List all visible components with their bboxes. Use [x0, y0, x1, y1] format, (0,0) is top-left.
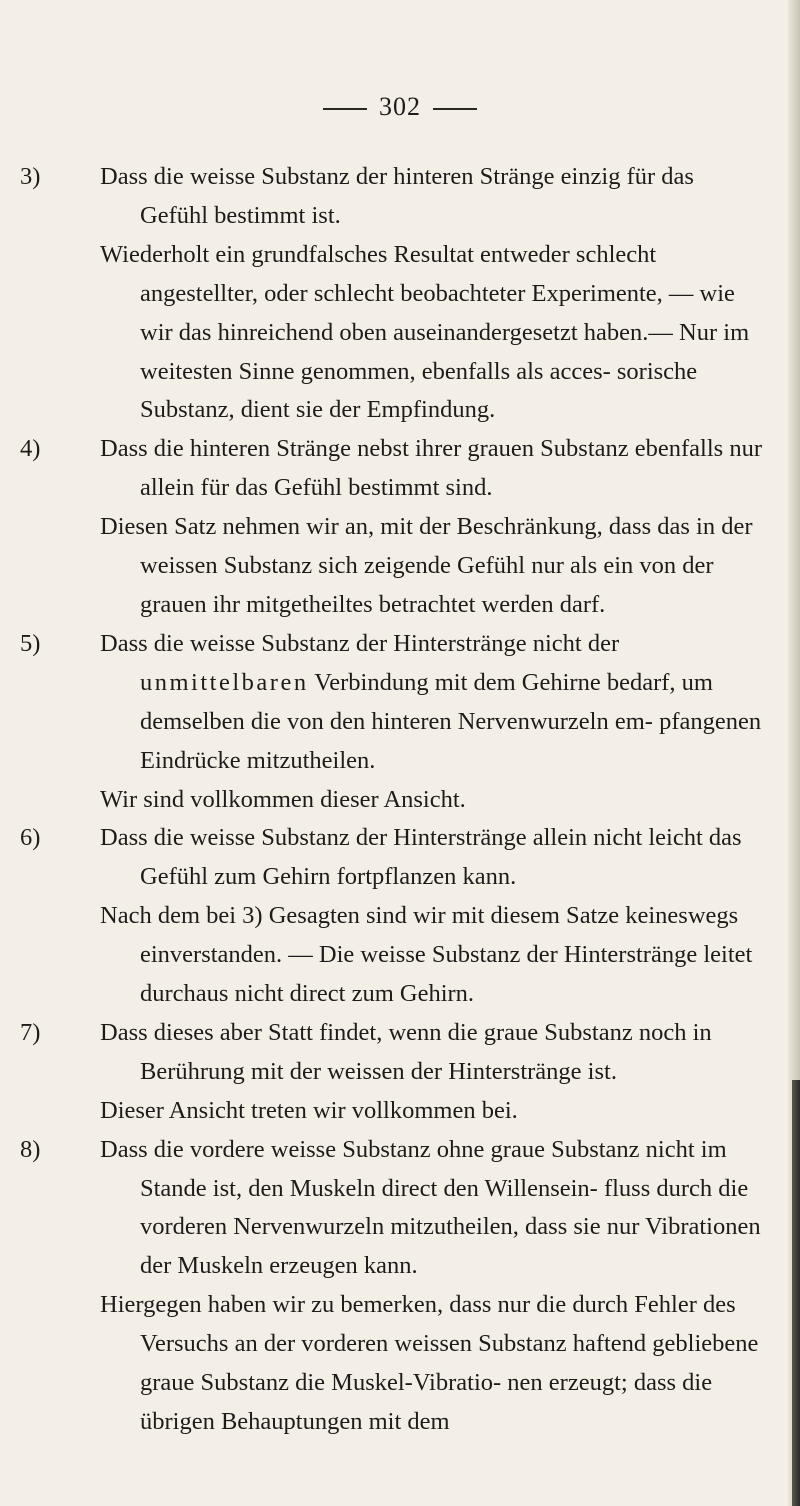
item-lead: [20, 1014, 768, 1092]
item-comment: Wiederholt ein grundfalsches Resultat entweder schlecht angestellter, oder schlecht beobachteter Experimente, — wie wir das hinreichend oben auseinandergesetzt haben.— Nur im weitesten Sinne genommen, ebenfalls als acces- sorische Substanz, dient sie der Empfindung.: [100, 240, 750, 424]
item-lead-text-before: Dass die weisse Substanz der Hinterstränge nicht der: [100, 629, 620, 657]
item-lead: [20, 1131, 768, 1287]
list-item-8: [20, 1131, 768, 1442]
item-lead-text: Dass dieses aber Statt findet, wenn die graue Substanz noch in Berührung mit der weissen der Hinterstränge ist.: [100, 1018, 712, 1085]
list-item-4: [20, 430, 768, 625]
item-comment: Wir sind vollkommen dieser Ansicht.: [100, 785, 466, 813]
page-body: [20, 158, 768, 1442]
item-lead: [20, 819, 768, 897]
header-dash-right: [433, 108, 477, 110]
item-comment: Dieser Ansicht treten wir vollkommen bei.: [100, 1096, 518, 1124]
page-edge-dark: [792, 1080, 800, 1506]
item-comment: Diesen Satz nehmen wir an, mit der Beschränkung, dass das in der weissen Substanz sich zeigende Gefühl nur als ein von der grauen ihr mitgetheiltes betrachtet werden darf.: [100, 513, 753, 618]
list-item-6: [20, 819, 768, 1014]
item-lead-text: Dass die weisse Substanz der hinteren Stränge einzig für das Gefühl bestimmt ist.: [100, 163, 694, 229]
item-number: 8): [20, 1135, 41, 1163]
item-lead: [20, 430, 768, 508]
item-lead: [20, 158, 768, 236]
item-comment: Nach dem bei 3) Gesagten sind wir mit diesem Satze keineswegs einverstanden. — Die weisse Substanz der Hinterstränge leitet durchaus nicht direct zum Gehirn.: [100, 902, 753, 1008]
item-lead-text-after: Verbindung mit dem Gehirne bedarf, um demselben die von den hinteren Nervenwurzeln em- pfangenen Eindrücke mitzutheilen.: [140, 668, 762, 774]
list-item-7: [20, 1014, 768, 1131]
list-item-5: [20, 625, 768, 820]
item-number: 6): [20, 824, 41, 852]
item-number: 5): [20, 629, 41, 657]
header-dash-left: [323, 108, 367, 110]
item-lead: [20, 625, 768, 781]
item-lead-text: Dass die vordere weisse Substanz ohne graue Substanz nicht im Stande ist, den Muskeln direct den Willensein- fluss durch die vorderen Nervenwurzeln mitzutheilen, dass sie nur Vibrationen der Muskeln erzeugen kann.: [100, 1135, 761, 1280]
item-lead-spaced-word: unmittelbaren: [140, 668, 309, 696]
item-lead-text: Dass die weisse Substanz der Hinterstränge allein nicht leicht das Gefühl zum Gehirn fortpflanzen kann.: [100, 824, 742, 891]
item-comment: Hiergegen haben wir zu bemerken, dass nur die durch Fehler des Versuchs an der vorderen weissen Substanz haftend gebliebene graue Substanz die Muskel-Vibratio- nen erzeugt; dass die übrigen Behauptungen mit dem: [100, 1291, 759, 1435]
item-number: 7): [20, 1018, 41, 1046]
item-number: 3): [20, 163, 41, 190]
page-number: 302: [379, 92, 421, 121]
page-header: [0, 92, 800, 122]
list-item-3: [20, 158, 768, 430]
item-lead-text: Dass die hinteren Stränge nebst ihrer grauen Substanz ebenfalls nur allein für das Gefühl bestimmt sind.: [100, 435, 762, 502]
item-number: 4): [20, 435, 41, 463]
